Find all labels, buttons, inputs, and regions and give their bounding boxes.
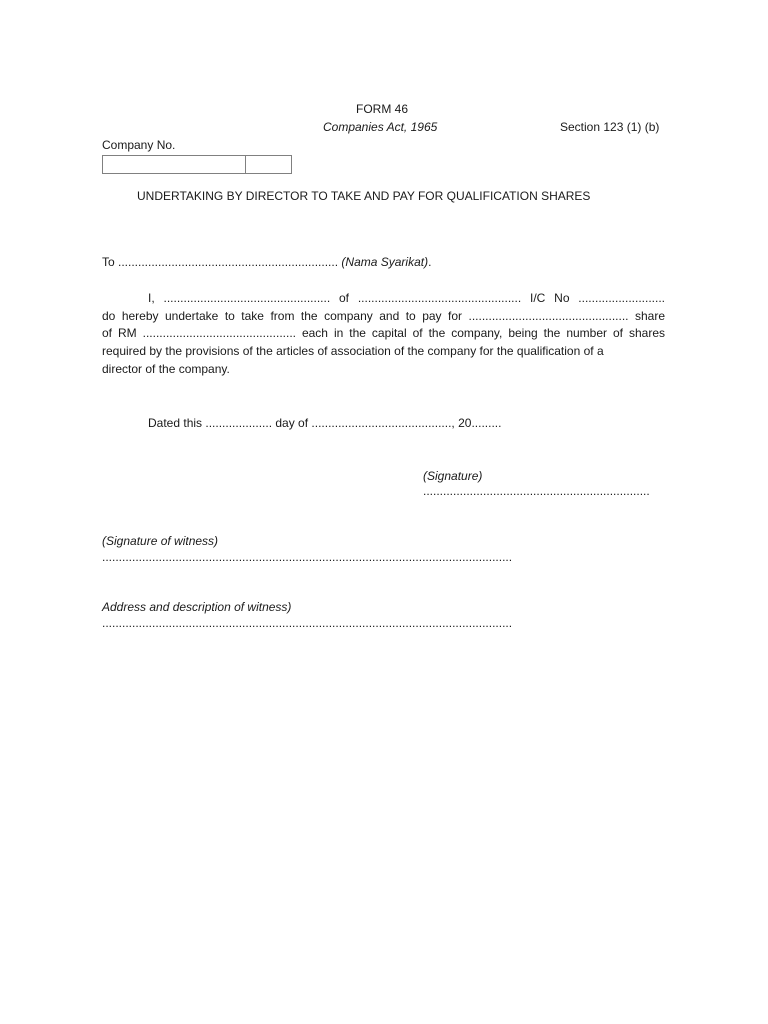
paragraph-line-4: required by the provisions of the articles of association of the company for the qualification of a bbox=[102, 344, 604, 359]
paragraph-line-1: I, .................................................. of ................................................. I/C No .......................... bbox=[148, 291, 665, 305]
company-name-label: (Nama Syarikat) bbox=[341, 255, 429, 269]
signature-label: (Signature) bbox=[423, 469, 483, 483]
witness-signature-line: ........................................................................................................................... bbox=[102, 550, 513, 564]
witness-address-line: ........................................................................................................................... bbox=[102, 616, 513, 630]
company-no-label: Company No. bbox=[102, 138, 176, 152]
witness-signature-label: (Signature of witness) bbox=[102, 534, 219, 548]
addressee-line bbox=[102, 255, 431, 269]
form-number: FORM 46 bbox=[356, 102, 409, 116]
document-title: UNDERTAKING BY DIRECTOR TO TAKE AND PAY FOR QUALIFICATION SHARES bbox=[137, 189, 591, 203]
paragraph-line-3: of RM .............................................. each in the capital of the company, being the number of shares bbox=[102, 326, 665, 341]
paragraph-line-5: director of the company. bbox=[102, 361, 230, 376]
company-no-box[interactable] bbox=[102, 155, 292, 174]
company-no-field[interactable] bbox=[103, 156, 246, 173]
dated-line: Dated this .................... day of .........................................., 20......... bbox=[148, 416, 502, 430]
undertaking-paragraph bbox=[102, 290, 665, 379]
company-no-suffix-field[interactable] bbox=[246, 156, 291, 173]
witness-address-label: Address and description of witness) bbox=[102, 600, 292, 614]
section-reference: Section 123 (1) (b) bbox=[560, 120, 660, 134]
addressee-dots: To .................................................................. bbox=[102, 255, 339, 269]
signature-line: .................................................................... bbox=[423, 484, 650, 498]
addressee-end: . bbox=[428, 255, 432, 269]
act-reference: Companies Act, 1965 bbox=[323, 120, 438, 134]
paragraph-line-2: do hereby undertake to take from the company and to pay for ................................................ share bbox=[102, 308, 665, 323]
